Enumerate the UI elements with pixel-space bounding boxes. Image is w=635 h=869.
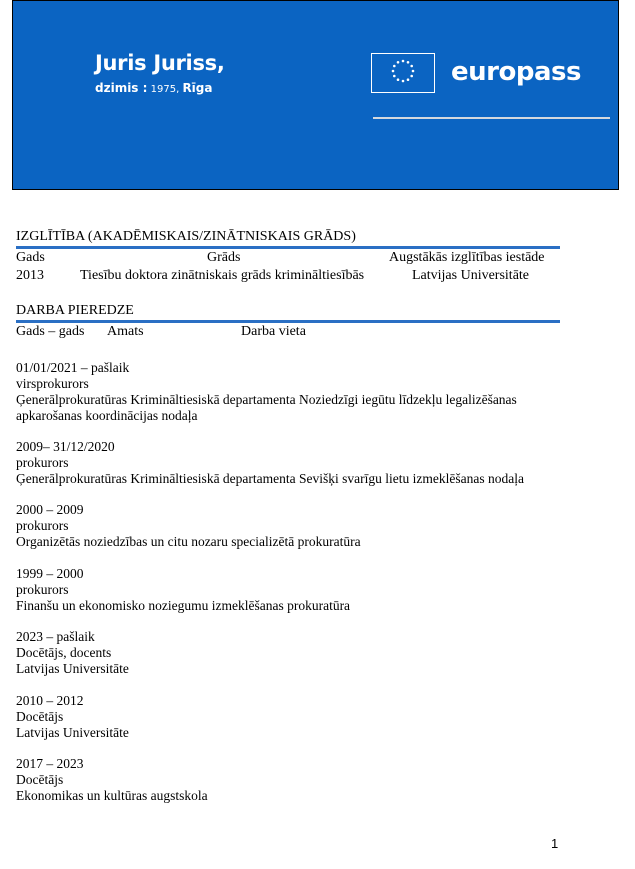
entry-position: prokurors [16,455,69,470]
experience-entry [16,566,576,614]
entry-position: prokurors [16,518,69,533]
education-rule [16,246,560,249]
experience-rule [16,320,560,323]
experience-entry [16,629,576,677]
experience-title: DARBA PIEREDZE [16,303,134,318]
experience-header-period: Gads – gads [16,324,85,339]
entry-workplace: Finanšu un ekonomisko noziegumu izmeklēšanas prokuratūra [16,598,351,613]
education-header-institution: Augstākās izglītības iestāde [389,250,545,265]
experience-entry [16,756,576,804]
person-name: Juris Juriss, [95,51,225,75]
entry-position: Docētājs, docents [16,645,112,660]
entry-position: Docētājs [16,772,64,787]
education-year: 2013 [16,268,44,283]
education-institution: Latvijas Universitāte [412,268,530,283]
entry-period: 2017 – 2023 [16,756,84,771]
entry-position: prokurors [16,582,69,597]
entry-period: 01/01/2021 – pašlaik [16,360,130,375]
education-title: IZGLĪTĪBA (AKADĒMISKAIS/ZINĀTNISKAIS GRĀDS) [16,229,356,244]
entry-position: Docētājs [16,709,64,724]
education-header-year: Gads [16,250,45,265]
header-divider [373,117,610,119]
education-degree: Tiesību doktora zinātniskais grāds krimināltiesībās [80,268,365,283]
entry-workplace: Ekonomikas un kultūras augstskola [16,788,208,803]
entry-workplace: Latvijas Universitāte [16,725,129,740]
entry-position: virsprokurors [16,376,89,391]
entry-workplace: Organizētās noziedzības un citu nozaru specializētā prokuratūra [16,534,361,549]
entry-workplace: Latvijas Universitāte [16,661,129,676]
birth-info [95,81,212,95]
entry-workplace: Ģenerālprokuratūras Krimināltiesiskā departamenta Noziedzīgi iegūtu līdzekļu legalizēšanas apkarošanas koordinācijas nodaļa [16,392,517,423]
born-year: 1975, [147,84,183,95]
experience-entry [16,693,576,741]
eu-flag-icon [371,53,435,93]
europass-header [12,0,619,190]
born-place: Rīga [182,81,213,95]
experience-header-workplace: Darba vieta [241,324,306,339]
entry-period: 2023 – pašlaik [16,629,95,644]
education-header-degree: Grāds [207,250,241,265]
experience-header-position: Amats [107,324,144,339]
born-label: dzimis : [95,81,148,95]
experience-entry [16,439,576,487]
entry-period: 1999 – 2000 [16,566,84,581]
experience-entry [16,502,576,550]
experience-entry [16,360,576,424]
entry-period: 2009– 31/12/2020 [16,439,115,454]
entry-period: 2000 – 2009 [16,502,84,517]
europass-logo: europass [451,57,581,87]
entry-period: 2010 – 2012 [16,693,84,708]
entry-workplace: Ģenerālprokuratūras Krimināltiesiskā departamenta Sevišķi svarīgu lietu izmeklēšanas nodaļa [16,471,524,486]
page-number: 1 [551,836,559,851]
